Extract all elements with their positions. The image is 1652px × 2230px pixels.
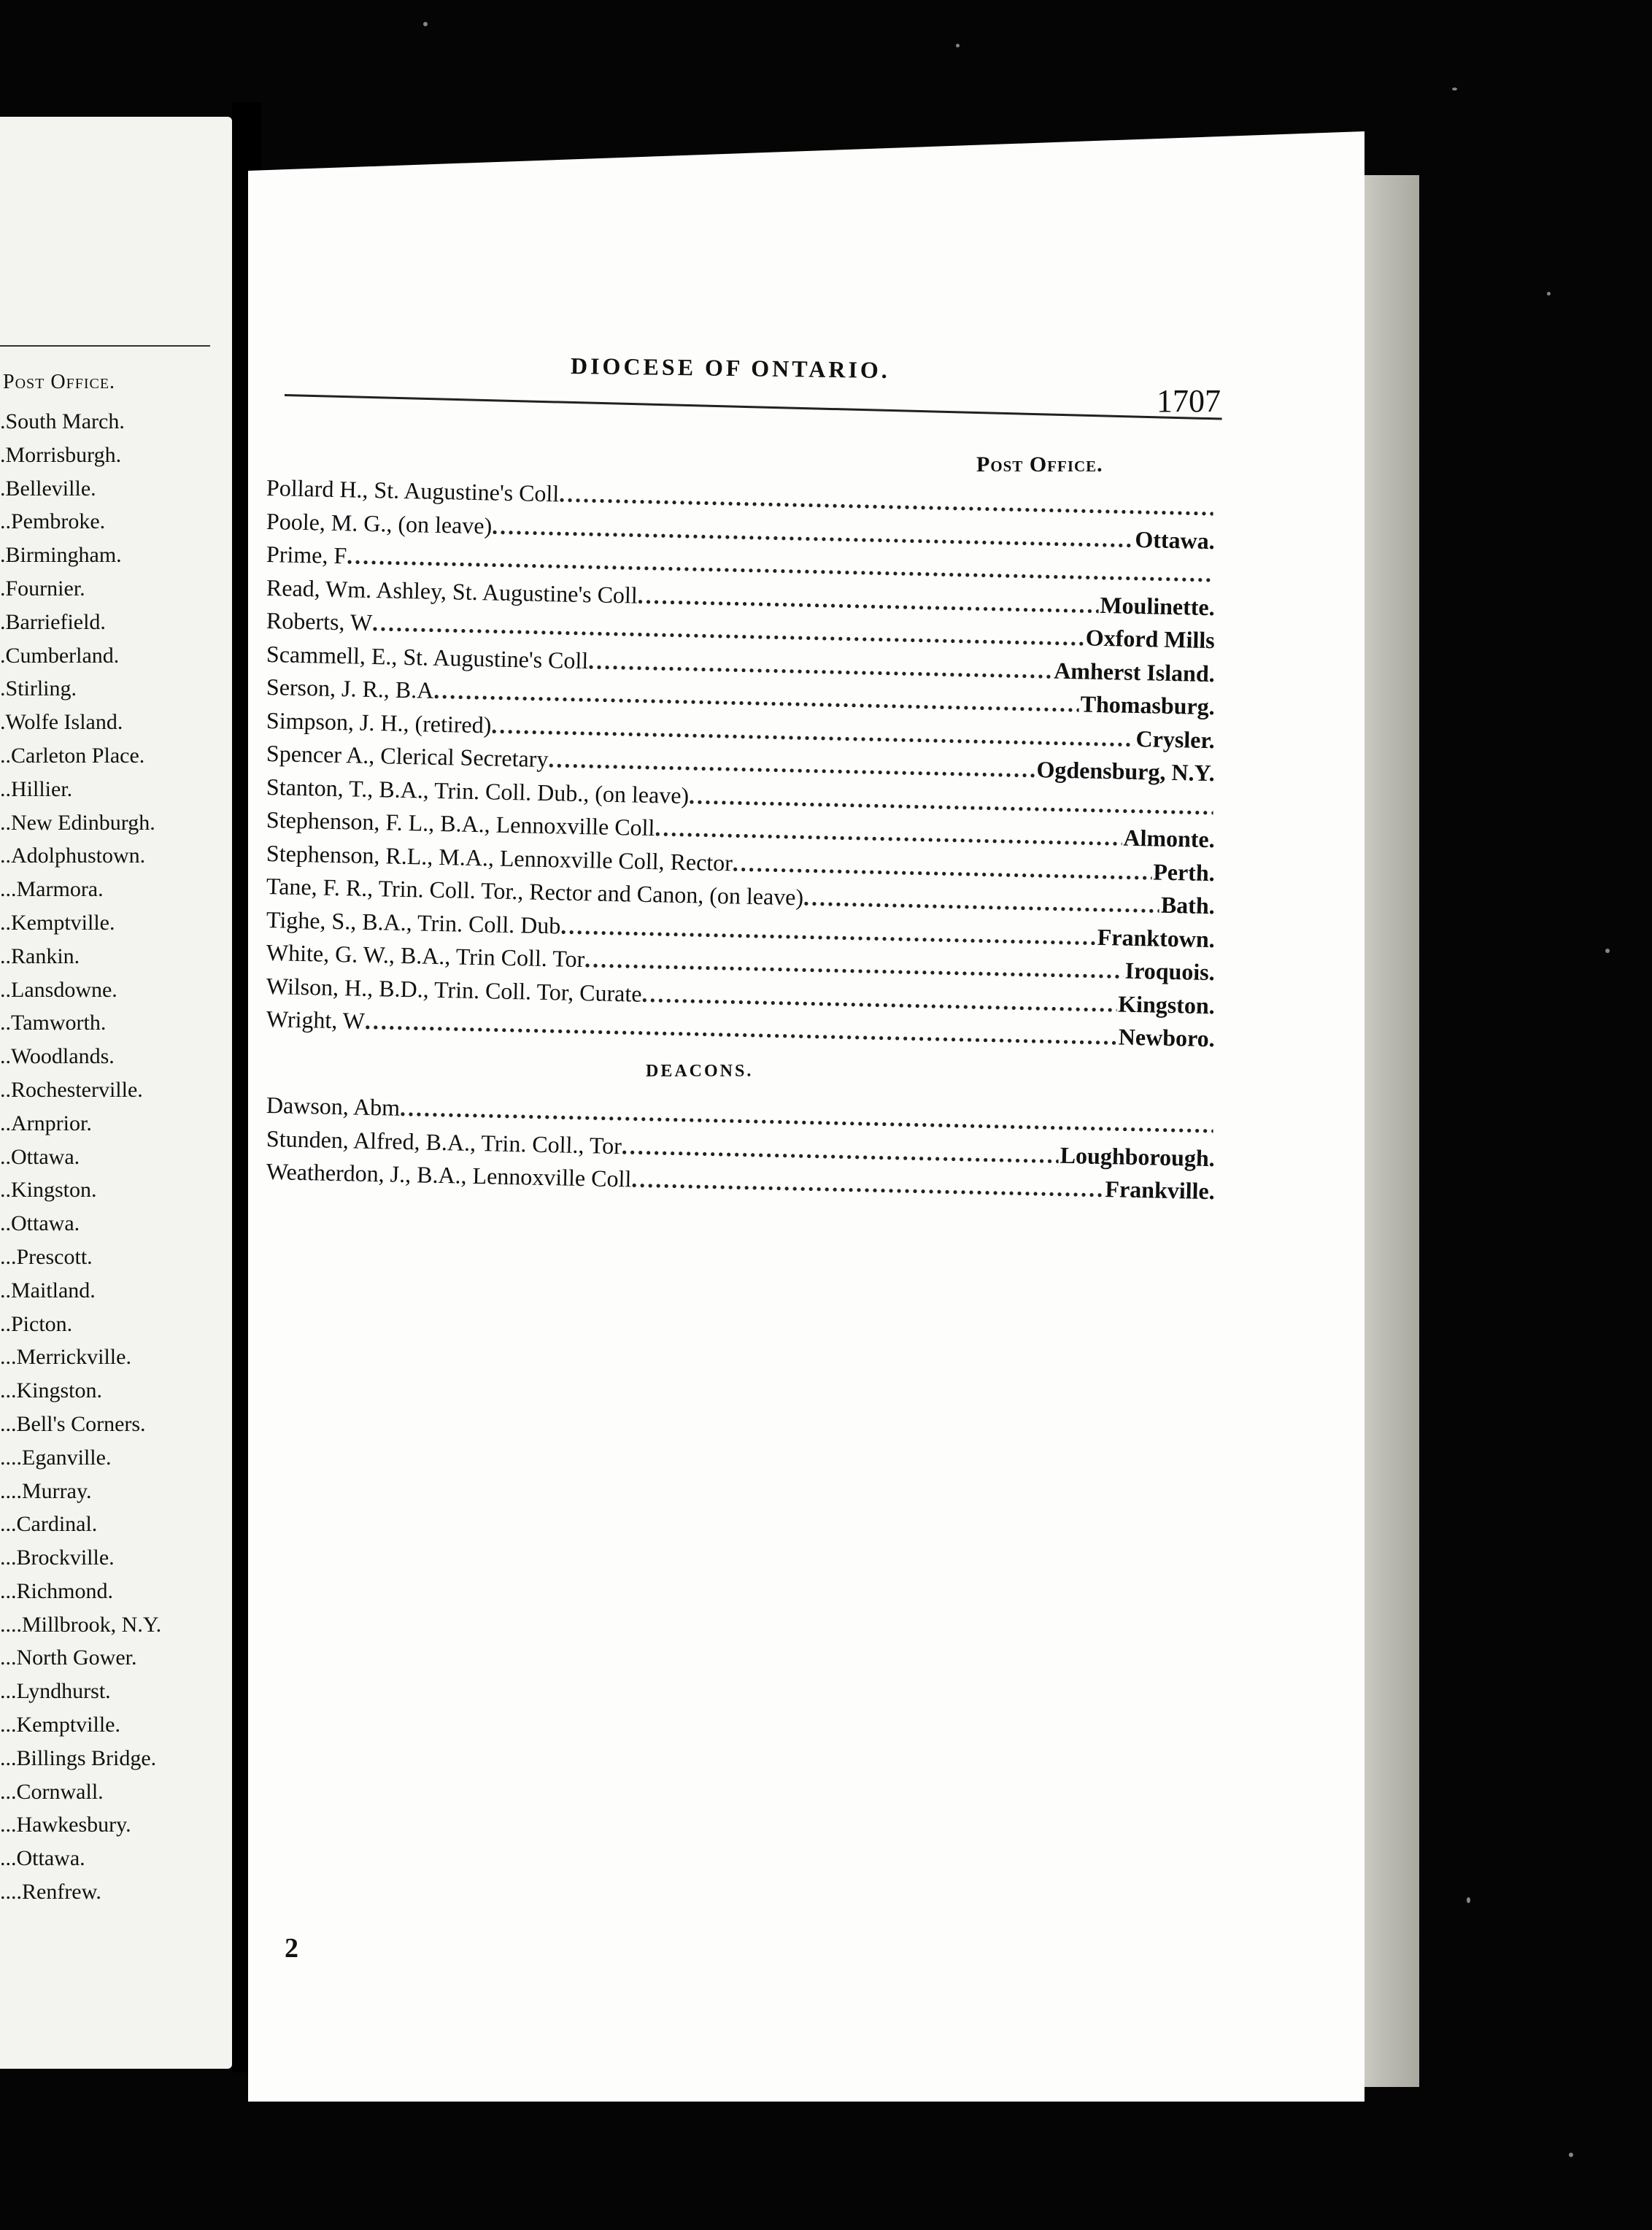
left-page (0, 117, 232, 2069)
post-office-value: Ogdensburg, N.Y. (1036, 756, 1216, 787)
left-list-item: ...Cornwall. (0, 1779, 104, 1804)
clergy-name: Prime, F (266, 541, 347, 569)
clergy-name: Stanton, T., B.A., Trin. Coll. Dub., (on leave) (266, 773, 690, 809)
left-list-item: ..Ottawa. (0, 1144, 80, 1169)
left-list-item: ..Lansdowne. (0, 977, 117, 1002)
left-list-item: .Wolfe Island. (0, 710, 123, 735)
clergy-name: Poole, M. G., (on leave) (266, 507, 493, 539)
left-list-item: ...Ottawa. (0, 1846, 85, 1871)
left-list-item: .Fournier. (0, 576, 85, 601)
left-list-item: ...Bell's Corners. (0, 1411, 146, 1436)
left-list-item: ....Renfrew. (0, 1880, 101, 1905)
left-list-item: .South March. (0, 409, 125, 433)
clergy-name: Pollard H., St. Augustine's Coll (266, 474, 560, 507)
post-office-value: Kingston. (1117, 989, 1216, 1019)
dust-speck (1452, 88, 1457, 90)
left-list-item: ..Adolphustown. (0, 844, 146, 868)
post-office-value: Loughborough. (1059, 1141, 1216, 1171)
left-list-item: ...Hawkesbury. (0, 1813, 131, 1837)
dust-speck (423, 22, 428, 26)
post-office-value: Iroquois. (1124, 957, 1216, 986)
clergy-name: Tighe, S., B.A., Trin. Coll. Dub (266, 906, 561, 938)
post-office-value: Franktown. (1097, 923, 1216, 952)
left-list-item: ...Prescott. (0, 1244, 93, 1269)
deacons-heading: DEACONS. (646, 1062, 754, 1081)
clergy-name: Weatherdon, J., B.A., Lennoxville Coll (266, 1158, 632, 1192)
left-header-rule (0, 345, 210, 347)
left-list-item: ..Kingston. (0, 1178, 97, 1203)
post-office-value: Frankville. (1105, 1176, 1216, 1205)
left-list-item: ...Merrickville. (0, 1345, 131, 1370)
left-list-item: ...Lyndhurst. (0, 1679, 111, 1704)
left-list-item: ..Rochesterville. (0, 1077, 143, 1102)
clergy-name: Spencer A., Clerical Secretary (266, 740, 549, 773)
clergy-name: Stunden, Alfred, B.A., Trin. Coll., Tor (266, 1124, 622, 1159)
post-office-value: Bath. (1160, 891, 1216, 919)
clergy-name: Roberts, W (266, 607, 373, 636)
clergy-name: Stephenson, R.L., M.A., Lennoxville Coll, Rector (266, 839, 733, 876)
post-office-value: Amherst Island. (1053, 657, 1216, 687)
left-list-item: ...Cardinal. (0, 1512, 98, 1537)
left-list-item: .Cumberland. (0, 643, 120, 668)
post-office-heading: Post Office. (976, 452, 1103, 477)
left-list-item: ....Eganville. (0, 1445, 112, 1470)
left-list-item: ...Kingston. (0, 1378, 103, 1403)
left-list-item: .Morrisburgh. (0, 442, 122, 467)
left-list-item: ..Picton. (0, 1311, 73, 1336)
left-list-item: ...Richmond. (0, 1578, 113, 1603)
dust-speck (956, 44, 960, 47)
page-edge (1357, 175, 1419, 2087)
post-office-value: Moulinette. (1100, 591, 1216, 620)
left-list-item: ..Kemptville. (0, 910, 115, 935)
left-post-office-list (0, 405, 161, 1909)
dust-speck (1569, 2153, 1573, 2157)
dust-speck (1605, 949, 1610, 953)
post-office-value: Perth. (1152, 857, 1216, 886)
clergy-name: Wilson, H., B.D., Trin. Coll. Tor, Curate (266, 972, 642, 1007)
clergy-name: Dawson, Abm (266, 1092, 401, 1121)
clergy-name: Scammell, E., St. Augustine's Coll (266, 640, 589, 674)
clergy-name: Tane, F. R., Trin. Coll. Tor., Rector and Canon, (on leave) (266, 873, 804, 911)
left-list-item: ..Rankin. (0, 944, 80, 968)
post-office-value: Newboro. (1118, 1023, 1216, 1052)
left-list-item: .Birmingham. (0, 543, 122, 568)
left-list-item: ...Kemptville. (0, 1713, 120, 1737)
post-office-value: Thomasburg. (1080, 690, 1216, 720)
left-list-item: .Stirling. (0, 676, 77, 701)
clergy-name: Wright, W (266, 1006, 366, 1034)
left-list-item: ...North Gower. (0, 1646, 137, 1670)
running-head: DIOCESE OF ONTARIO. (570, 352, 891, 384)
left-list-item: ....Millbrook, N.Y. (0, 1612, 162, 1637)
left-list-item: .Barriefield. (0, 609, 106, 634)
left-list-item: ..Woodlands. (0, 1044, 115, 1069)
left-list-item: ...Marmora. (0, 877, 104, 902)
post-office-value: Oxford Mills (1085, 624, 1216, 654)
left-list-item: .Belleville. (0, 476, 96, 501)
clergy-name: Read, Wm. Ashley, St. Augustine's Coll (266, 574, 638, 609)
left-list-item: ..Arnprior. (0, 1111, 92, 1135)
left-list-item: ..Maitland. (0, 1278, 96, 1303)
post-office-value: Almonte. (1123, 824, 1216, 853)
left-list-item: ..Pembroke. (0, 509, 106, 534)
left-list-item: ..Carleton Place. (0, 743, 145, 768)
clergy-name: Serson, J. R., B.A (266, 674, 434, 703)
clergy-name: White, G. W., B.A., Trin Coll. Tor (266, 939, 585, 973)
clergy-name: Stephenson, F. L., B.A., Lennoxville Coll (266, 806, 655, 841)
post-office-value: Ottawa. (1135, 525, 1216, 554)
post-office-value: Crysler. (1135, 725, 1216, 753)
left-list-item: ...Billings Bridge. (0, 1745, 157, 1770)
dust-speck (1467, 1897, 1470, 1903)
left-list-item: ..New Edinburgh. (0, 810, 155, 835)
left-post-office-heading: Post Office. (3, 371, 116, 393)
left-list-item: ....Murray. (0, 1478, 92, 1503)
signature-mark: 2 (285, 1933, 298, 1964)
left-list-item: ..Ottawa. (0, 1211, 80, 1236)
left-list-item: ..Tamworth. (0, 1011, 107, 1035)
page-number: 1707 (1157, 383, 1221, 419)
dust-speck (1547, 292, 1551, 296)
left-list-item: ..Hillier. (0, 776, 73, 801)
clergy-name: Simpson, J. H., (retired) (266, 706, 492, 738)
left-list-item: ...Brockville. (0, 1546, 115, 1570)
